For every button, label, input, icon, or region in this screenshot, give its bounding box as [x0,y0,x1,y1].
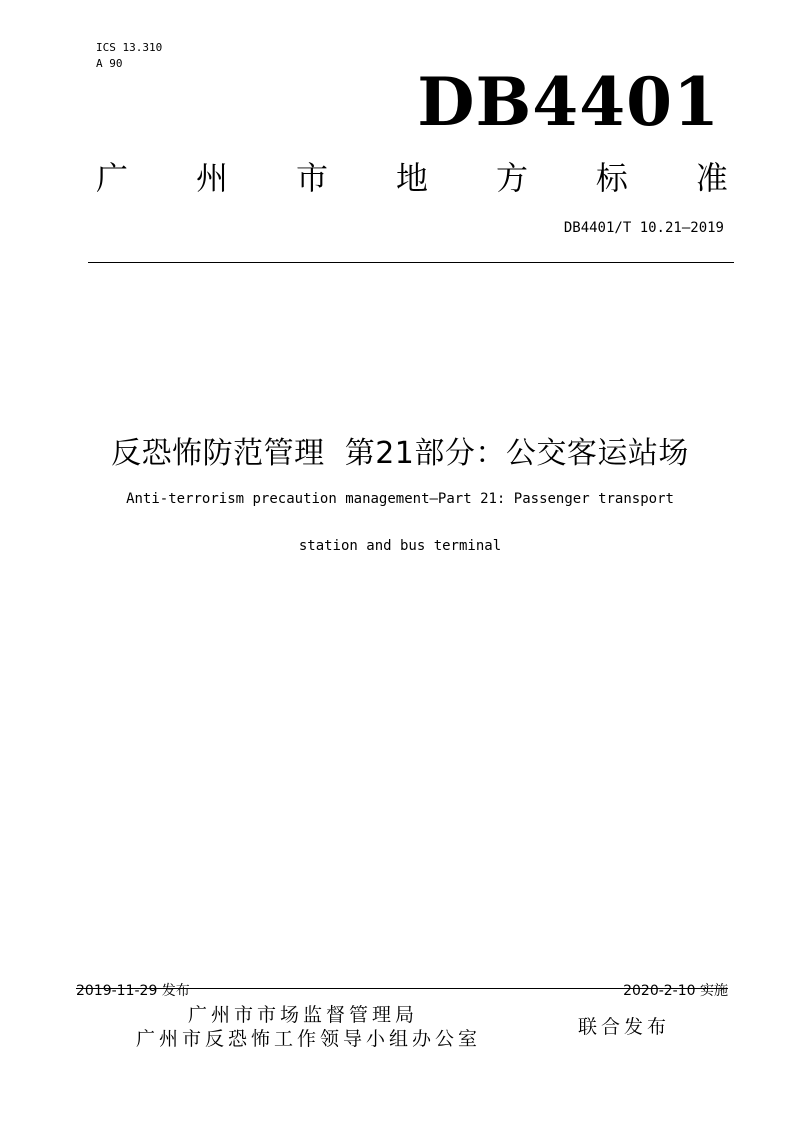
document-title-chinese: 反恐怖防范管理 第21部分：公交客运站场 [111,436,689,471]
category-char: 市 [295,159,328,197]
category-char: 标 [595,159,628,197]
implementation-date: 2020-2-10 实施 [623,983,728,999]
ics-code: ICS 13.310 [96,41,163,54]
issue-date: 2019-11-29 发布 [76,983,190,999]
document-title-english-line-2: station and bus terminal [298,538,502,554]
category-char: 地 [395,159,428,197]
header-divider [88,262,734,263]
joint-issue-label: 联合发布 [578,1016,671,1038]
classification-codes [96,40,162,72]
category-char: 广 [96,159,129,197]
standard-logo: DB4401 [417,63,720,141]
standard-number: DB4401/T 10.21—2019 [563,220,724,236]
category-char: 准 [695,159,728,197]
issuer-1: 广州市市场监督管理局 [188,1004,419,1026]
standard-category [96,156,728,200]
document-title-english-line-1: Anti-terrorism precaution management—Part 21: Passenger transport [126,491,674,507]
category-char: 州 [195,159,228,197]
ccs-code: A 90 [96,57,123,70]
issuer-2: 广州市反恐怖工作领导小组办公室 [136,1028,482,1050]
category-char: 方 [495,159,528,197]
